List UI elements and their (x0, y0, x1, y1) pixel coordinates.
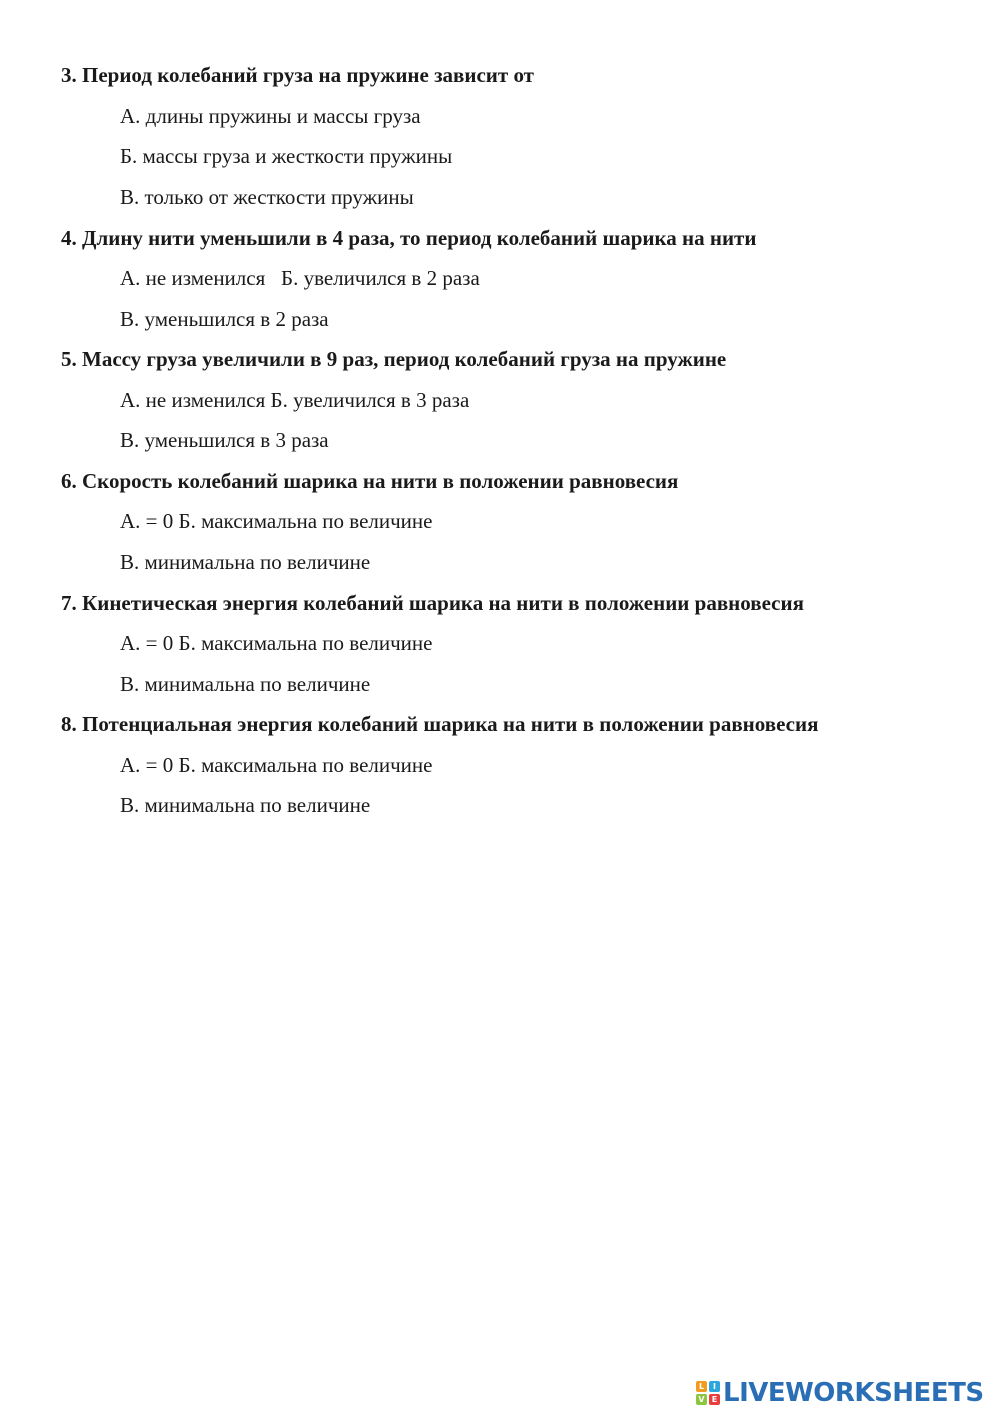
question-8-title: 8. Потенциальная энергия колебаний шарика на нити в положении равновесия (61, 712, 819, 736)
question-3-option-a[interactable]: А. длины пружины и массы груза (120, 104, 421, 128)
question-6-option-ab[interactable]: А. = 0 Б. максимальна по величине (120, 509, 433, 533)
question-5-title: 5. Массу груза увеличили в 9 раз, период колебаний груза на пружине (61, 347, 727, 371)
question-6-title: 6. Скорость колебаний шарика на нити в положении равновесия (61, 469, 679, 493)
question-7-option-c[interactable]: В. минимальна по величине (120, 672, 371, 696)
question-5-option-ab[interactable]: А. не изменился Б. увеличился в 3 раза (120, 388, 470, 412)
question-8-option-ab[interactable]: А. = 0 Б. максимальна по величине (120, 753, 433, 777)
question-5-option-c[interactable]: В. уменьшился в 3 раза (120, 428, 329, 452)
liveworksheets-logo (696, 1377, 984, 1409)
question-3-option-c[interactable]: В. только от жесткости пружины (120, 185, 414, 209)
question-4-option-ab[interactable]: А. не изменился Б. увеличился в 2 раза (120, 266, 480, 290)
question-7-title: 7. Кинетическая энергия колебаний шарика на нити в положении равновесия (61, 591, 804, 615)
liveworksheets-logo-icon: L I V E (696, 1381, 720, 1405)
question-8-option-c[interactable]: В. минимальна по величине (120, 793, 371, 817)
question-4-option-c[interactable]: В. уменьшился в 2 раза (120, 307, 329, 331)
liveworksheets-logo-text: LIVEWORKSHEETS (723, 1378, 984, 1408)
question-7-option-ab[interactable]: А. = 0 Б. максимальна по величине (120, 631, 433, 655)
question-3-option-b[interactable]: Б. массы груза и жесткости пружины (120, 144, 453, 168)
question-6-option-c[interactable]: В. минимальна по величине (120, 550, 371, 574)
question-4-title: 4. Длину нити уменьшили в 4 раза, то период колебаний шарика на нити (61, 226, 757, 250)
question-3-title: 3. Период колебаний груза на пружине зависит от (61, 63, 535, 87)
